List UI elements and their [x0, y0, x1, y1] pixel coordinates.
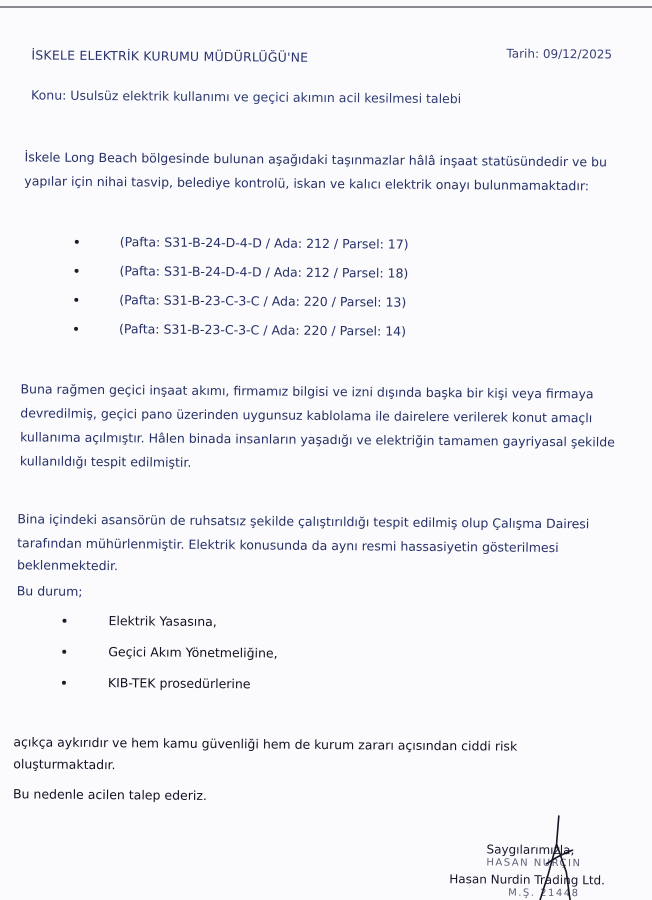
bullet-icon — [62, 619, 66, 623]
bullet-icon — [75, 269, 79, 273]
bullet-icon — [75, 240, 79, 244]
bullet-icon — [62, 650, 66, 654]
situation-intro: Bu durum; — [16, 583, 83, 599]
paragraph-3-line: Bina içindeki asansörün de ruhsatsız şekilde çalıştırıldığı tespit edilmiş olup Çalışma Dairesi — [17, 511, 590, 532]
violation-item: KIB-TEK prosedürlerine — [107, 675, 251, 692]
paragraph-3-line: beklenmektedir. — [16, 557, 119, 574]
bullet-icon — [74, 327, 78, 331]
closing-salutation: Saygılarımızla, — [486, 842, 575, 858]
conclusion-line-1: açıkça aykırıdır ve hem kamu güvenliği hem de kurum zararı açısından ciddi risk — [13, 734, 518, 754]
bullet-icon — [62, 681, 66, 685]
parcel-item: (Pafta: S31-B-24-D-4-D / Ada: 212 / Parsel: 18) — [119, 263, 409, 281]
stamp-name: HASAN NURÇIN — [486, 857, 582, 870]
bullet-icon — [74, 298, 78, 302]
paragraph-3-line: tarafından mühürlenmiştir. Elektrik konusunda da aynı resmi hassasiyetin gösterilmesi — [17, 535, 559, 556]
letter-date: Tarih: 09/12/2025 — [506, 46, 613, 62]
stamp-registration: M.Ş. 21448 — [508, 887, 580, 900]
signature-mark-icon — [526, 814, 587, 900]
paragraph-2-line: kullanıma açılmıştır. Hâlen binada insanların yaşadığı ve elektriğin tamamen gayriyasal şekilde — [20, 429, 615, 450]
paragraph-2-line: devredilmiş, geçici pano üzerinden uygunsuz kablolama ile dairelere verilerek konut amaçlı — [20, 405, 593, 426]
intro-line-1: İskele Long Beach bölgesinde bulunan aşağıdaki taşınmazlar hâlâ inşaat statüsündedir ve bu — [24, 149, 607, 170]
parcel-item: (Pafta: S31-B-24-D-4-D / Ada: 212 / Parsel: 17) — [119, 234, 409, 252]
parcel-item: (Pafta: S31-B-23-C-3-C / Ada: 220 / Parsel: 13) — [119, 292, 407, 310]
recipient-heading: İSKELE ELEKTRİK KURUMU MÜDÜRLÜĞÜ'NE — [31, 47, 309, 65]
request-line: Bu nedenle acilen talep ederiz. — [12, 786, 207, 803]
company-name: Hasan Nurdin Trading Ltd. — [449, 872, 606, 888]
conclusion-line-2: oluşturmaktadır. — [13, 756, 116, 773]
paragraph-2-line: kullanıldığı tespit edilmiştir. — [19, 453, 192, 470]
parcel-item: (Pafta: S31-B-23-C-3-C / Ada: 220 / Parsel: 14) — [118, 321, 407, 339]
intro-line-2: yapılar için nihai tasvip, belediye kontrolü, iskan ve kalıcı elektrik onayı bulunmamaktadır: — [24, 173, 590, 194]
subject-line: Konu: Usulsüz elektrik kullanımı ve geçici akımın acil kesilmesi talebi — [31, 87, 462, 107]
violation-item: Elektrik Yasasına, — [108, 613, 217, 630]
paragraph-2-line: Buna rağmen geçici inşaat akımı, firmamız bilgisi ve izni dışında başka bir kişi veya firmaya — [20, 381, 594, 402]
violation-item: Geçici Akım Yönetmeliğine, — [108, 644, 278, 661]
